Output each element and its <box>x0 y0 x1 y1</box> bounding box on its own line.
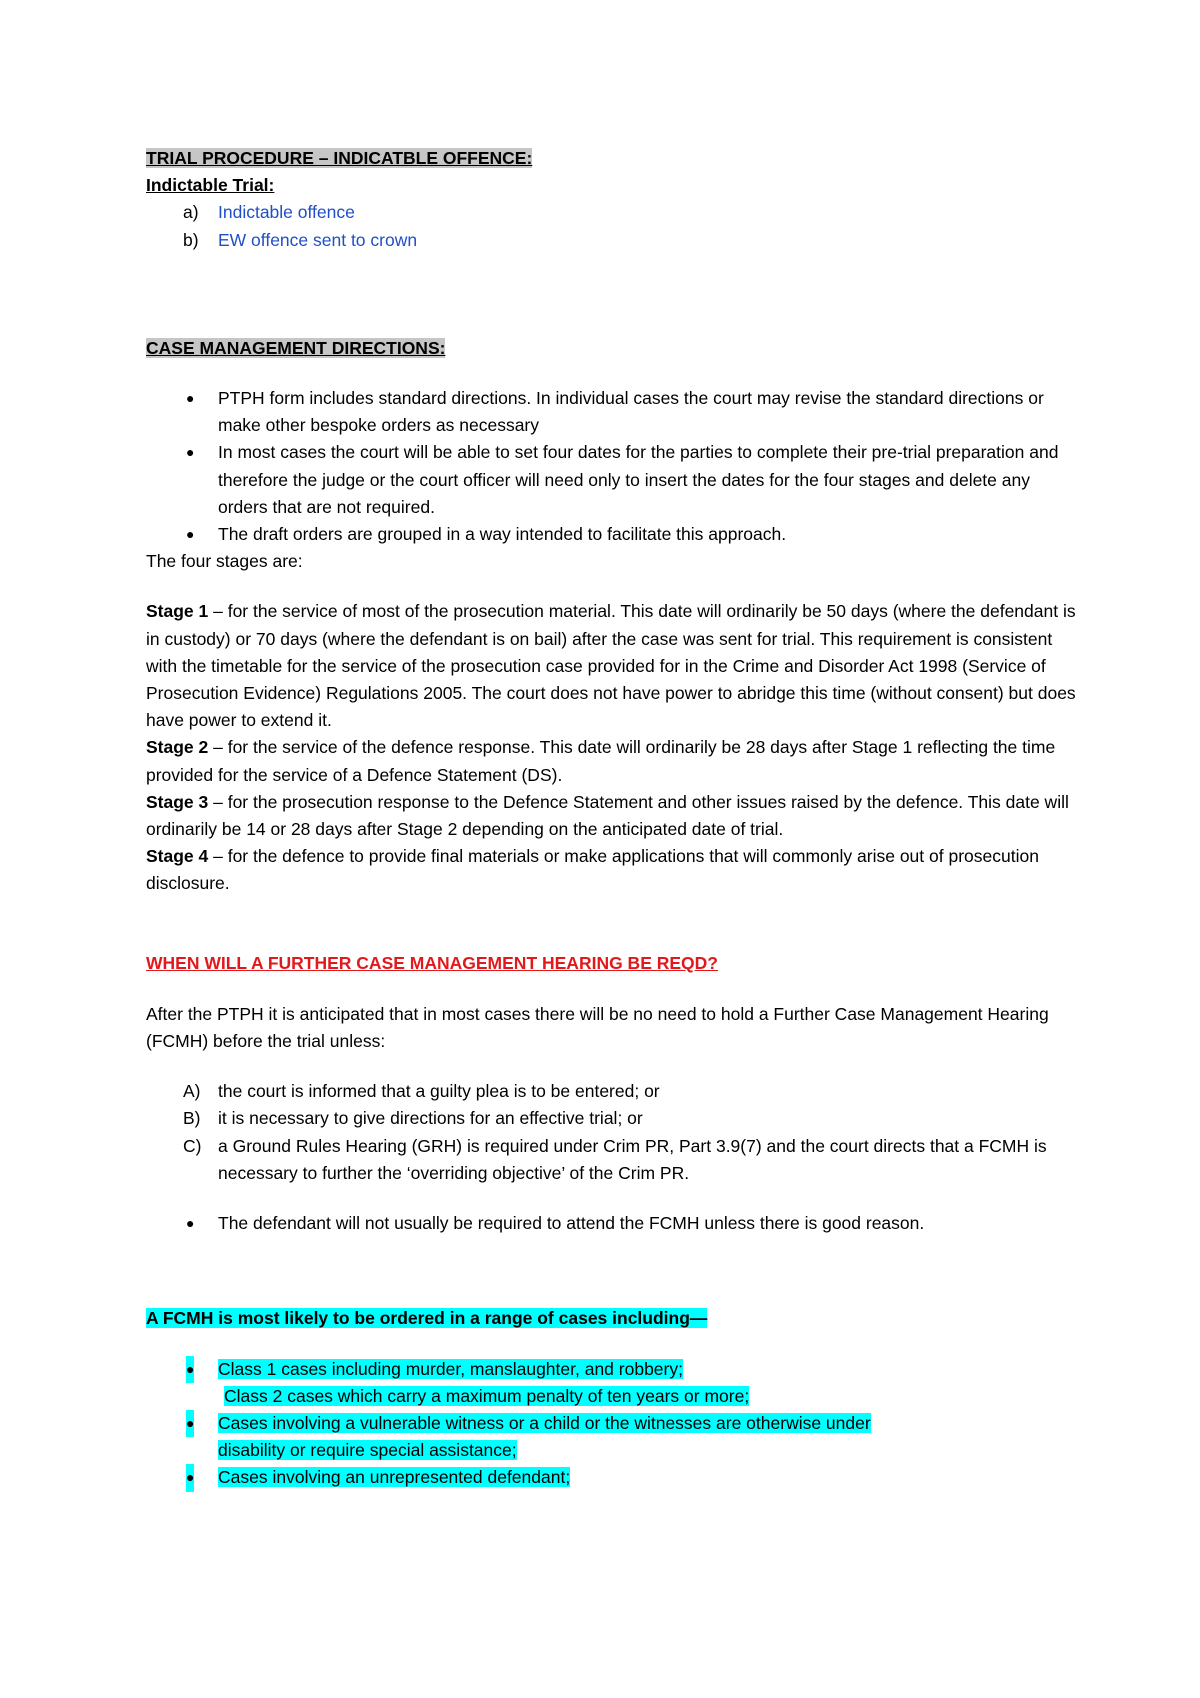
list-item: A) the court is informed that a guilty plea is to be entered; or <box>183 1081 660 1102</box>
indictable-trial-subheading: Indictable Trial: <box>146 175 275 196</box>
bullet-item: ● PTPH form includes standard directions. In individual cases the court may revise the standard directions or make other bespoke orders as necessary <box>146 385 1080 439</box>
bullet-item: ● In most cases the court will be able to set four dates for the parties to complete their pre-trial preparation and therefore the judge or the court officer will need only to insert the dates for the four stages and delete any orders that are not required. <box>146 439 1080 521</box>
case-management-heading: CASE MANAGEMENT DIRECTIONS: <box>146 337 446 358</box>
bullet-item: ● Class 1 cases including murder, manslaughter, and robbery; <box>146 1356 1080 1383</box>
list-item: a) Indictable offence <box>183 202 355 223</box>
bullet-item: ● The draft orders are grouped in a way intended to facilitate this approach. <box>146 521 1080 548</box>
stage-1-paragraph: Stage 1 – for the service of most of the prosecution material. This date will ordinarily be 50 days (where the defendant is in custody) or 70 days (where the defendant is on bail) after the case was sent for trial. This requirement is consistent with the timetable for the service of the prosecution case provided for in the Crime and Disorder Act 1998 (Service of Prosecution Evidence) Regulations 2005. The court does not have power to abridge this time (without consent) but does have power to extend it. <box>146 601 1076 731</box>
section-heading-trial-procedure <box>146 145 1080 172</box>
bullet-icon: ● <box>186 1356 194 1383</box>
list-item: b) EW offence sent to crown <box>183 229 418 250</box>
bullet-item: ● Cases involving an unrepresented defendant; <box>146 1464 1080 1491</box>
case-management-bullets <box>146 385 1080 548</box>
further-hearing-heading: WHEN WILL A FURTHER CASE MANAGEMENT HEARING BE REQD? <box>146 952 718 973</box>
indictable-trial-list <box>146 199 1080 253</box>
stages-intro: The four stages are: <box>146 551 303 572</box>
bullet-icon: ● <box>186 390 195 407</box>
trial-procedure-heading: TRIAL PROCEDURE – INDICATBLE OFFENCE: <box>146 148 533 168</box>
fcmh-cases-heading: A FCMH is most likely to be ordered in a range of cases including— <box>146 1308 708 1329</box>
bullet-icon: ● <box>186 1215 195 1232</box>
section-heading-case-management <box>146 335 1080 362</box>
stage-3-paragraph: Stage 3 – for the prosecution response to the Defence Statement and other issues raised by the defence. This date will ordinarily be 14 or 28 days after Stage 2 depending on the anticipated date of trial. <box>146 791 1069 840</box>
section-heading-further-hearing <box>146 950 1080 977</box>
stage-2-paragraph: Stage 2 – for the service of the defence response. This date will ordinarily be 28 days after Stage 1 reflecting the time provided for the service of a Defence Statement (DS). <box>146 737 1056 785</box>
bullet-icon: ● <box>186 444 195 461</box>
bullet-item: ● Cases involving a vulnerable witness or a child or the witnesses are otherwise under <box>146 1410 1080 1437</box>
stage-4-paragraph: Stage 4 – for the defence to provide final materials or make applications that will commonly arise out of prosecution disclosure. <box>146 846 1039 894</box>
fcmh-cases-list <box>146 1356 1080 1492</box>
attendance-note-list <box>146 1210 1080 1237</box>
bullet-item: ● The defendant will not usually be required to attend the FCMH unless there is good reason. <box>146 1210 1080 1237</box>
further-hearing-conditions <box>146 1078 1080 1187</box>
further-hearing-intro: After the PTPH it is anticipated that in most cases there will be no need to hold a Further Case Management Hearing (FCMH) before the trial unless: <box>146 1003 1049 1052</box>
bullet-icon: ● <box>186 1464 194 1491</box>
bullet-icon: ● <box>186 1410 194 1437</box>
list-item: B) it is necessary to give directions for an effective trial; or <box>183 1108 643 1129</box>
list-item: Class 2 cases which carry a maximum penalty of ten years or more; <box>224 1385 750 1406</box>
list-item: disability or require special assistance; <box>218 1440 517 1461</box>
list-item: C) a Ground Rules Hearing (GRH) is required under Crim PR, Part 3.9(7) and the court directs that a FCMH is necessary to further the ‘overriding objective’ of the Crim PR. <box>183 1135 1047 1183</box>
section-heading-fcmh-cases <box>146 1305 1080 1332</box>
bullet-icon: ● <box>186 526 195 543</box>
